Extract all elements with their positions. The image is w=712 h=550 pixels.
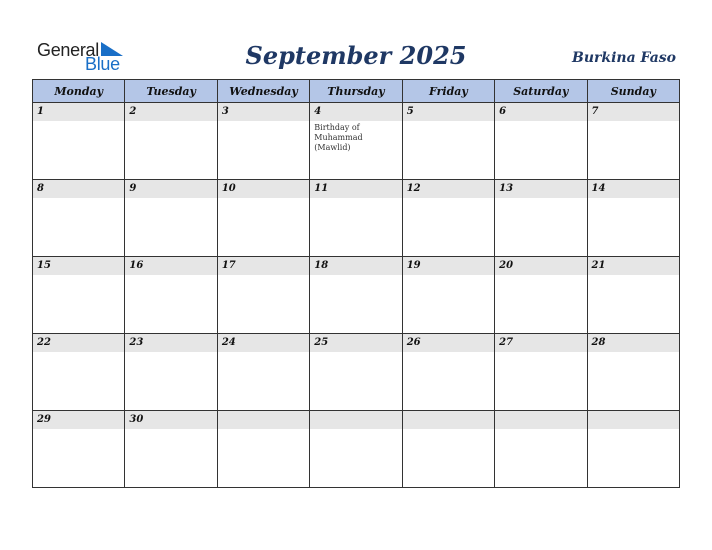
day-cell — [217, 411, 309, 488]
day-number: 20 — [495, 257, 586, 275]
day-number: 30 — [125, 411, 216, 429]
day-number: 15 — [33, 257, 124, 275]
weekday-tuesday: Tuesday — [125, 80, 217, 103]
holiday-label — [125, 121, 216, 123]
day-number: 6 — [495, 103, 586, 121]
weekday-thursday: Thursday — [310, 80, 402, 103]
day-cell — [125, 180, 217, 257]
holiday-label — [495, 275, 586, 277]
holiday-label — [310, 429, 401, 431]
holiday-label — [218, 429, 309, 431]
day-cell — [402, 103, 494, 180]
day-cell — [33, 180, 125, 257]
holiday-label — [125, 429, 216, 431]
holiday-label — [403, 352, 494, 354]
holiday-label — [33, 352, 124, 354]
day-number — [403, 411, 494, 429]
day-number: 22 — [33, 334, 124, 352]
weekday-friday: Friday — [402, 80, 494, 103]
day-cell — [310, 103, 402, 180]
day-number: 14 — [588, 180, 679, 198]
day-cell — [587, 334, 679, 411]
day-cell — [402, 334, 494, 411]
holiday-label — [403, 198, 494, 200]
holiday-label — [588, 429, 679, 431]
day-number: 10 — [218, 180, 309, 198]
day-cell — [587, 103, 679, 180]
holiday-label — [33, 275, 124, 277]
day-number: 21 — [588, 257, 679, 275]
logo-general-text: General — [37, 40, 99, 60]
day-number — [495, 411, 586, 429]
day-cell — [217, 257, 309, 334]
day-number: 28 — [588, 334, 679, 352]
holiday-label — [218, 275, 309, 277]
week-row — [33, 411, 680, 488]
day-number: 13 — [495, 180, 586, 198]
day-cell — [495, 334, 587, 411]
day-cell — [495, 257, 587, 334]
day-number: 19 — [403, 257, 494, 275]
day-cell — [217, 334, 309, 411]
day-cell — [310, 180, 402, 257]
holiday-label — [125, 352, 216, 354]
day-cell — [310, 257, 402, 334]
holiday-label — [403, 121, 494, 123]
day-number: 11 — [310, 180, 401, 198]
day-number: 9 — [125, 180, 216, 198]
holiday-label — [588, 275, 679, 277]
day-cell — [495, 411, 587, 488]
holiday-label — [495, 198, 586, 200]
calendar-grid — [32, 79, 680, 488]
holiday-label — [33, 121, 124, 123]
holiday-label — [495, 429, 586, 431]
day-number: 3 — [218, 103, 309, 121]
holiday-label — [218, 121, 309, 123]
holiday-label — [33, 198, 124, 200]
day-number: 27 — [495, 334, 586, 352]
day-cell — [217, 180, 309, 257]
day-number: 8 — [33, 180, 124, 198]
day-number: 17 — [218, 257, 309, 275]
holiday-label — [218, 198, 309, 200]
week-row — [33, 257, 680, 334]
day-cell — [402, 411, 494, 488]
day-cell — [125, 334, 217, 411]
weekday-sunday: Sunday — [587, 80, 679, 103]
country-name: Burkina Faso — [572, 50, 676, 66]
day-number: 24 — [218, 334, 309, 352]
day-number: 18 — [310, 257, 401, 275]
week-row — [33, 334, 680, 411]
logo-blue-text: Blue — [85, 54, 120, 74]
holiday-label — [403, 275, 494, 277]
day-cell — [402, 257, 494, 334]
weekday-saturday: Saturday — [495, 80, 587, 103]
holiday-label — [310, 198, 401, 200]
day-number: 29 — [33, 411, 124, 429]
day-number: 26 — [403, 334, 494, 352]
day-cell — [587, 411, 679, 488]
holiday-label — [33, 429, 124, 431]
holiday-label — [218, 352, 309, 354]
day-number — [310, 411, 401, 429]
day-number: 25 — [310, 334, 401, 352]
day-cell — [402, 180, 494, 257]
day-number: 4 — [310, 103, 401, 121]
holiday-label: Birthday of Muhammad (Mawlid) — [314, 123, 363, 152]
day-cell — [125, 411, 217, 488]
day-number: 23 — [125, 334, 216, 352]
day-number: 5 — [403, 103, 494, 121]
holiday-label — [588, 121, 679, 123]
weekday-header-row — [33, 80, 680, 103]
day-number: 1 — [33, 103, 124, 121]
day-cell — [310, 334, 402, 411]
day-cell — [125, 257, 217, 334]
day-cell — [495, 180, 587, 257]
holiday-label — [125, 198, 216, 200]
day-cell — [33, 103, 125, 180]
day-number: 12 — [403, 180, 494, 198]
holiday-label — [125, 275, 216, 277]
weekday-monday: Monday — [33, 80, 125, 103]
day-cell — [587, 180, 679, 257]
day-number: 2 — [125, 103, 216, 121]
day-cell — [495, 103, 587, 180]
day-cell — [33, 334, 125, 411]
day-cell — [33, 257, 125, 334]
weekday-wednesday: Wednesday — [217, 80, 309, 103]
holiday-label — [588, 352, 679, 354]
holiday-label — [588, 198, 679, 200]
day-number: 7 — [588, 103, 679, 121]
month-title: September 2025 — [245, 41, 467, 70]
day-number — [588, 411, 679, 429]
day-cell — [217, 103, 309, 180]
day-cell — [125, 103, 217, 180]
day-cell — [33, 411, 125, 488]
day-cell — [587, 257, 679, 334]
day-number — [218, 411, 309, 429]
holiday-label — [403, 429, 494, 431]
holiday-label — [495, 352, 586, 354]
holiday-label — [495, 121, 586, 123]
week-row — [33, 103, 680, 180]
holiday-label — [310, 275, 401, 277]
day-number: 16 — [125, 257, 216, 275]
day-cell — [310, 411, 402, 488]
week-row — [33, 180, 680, 257]
holiday-label — [310, 352, 401, 354]
